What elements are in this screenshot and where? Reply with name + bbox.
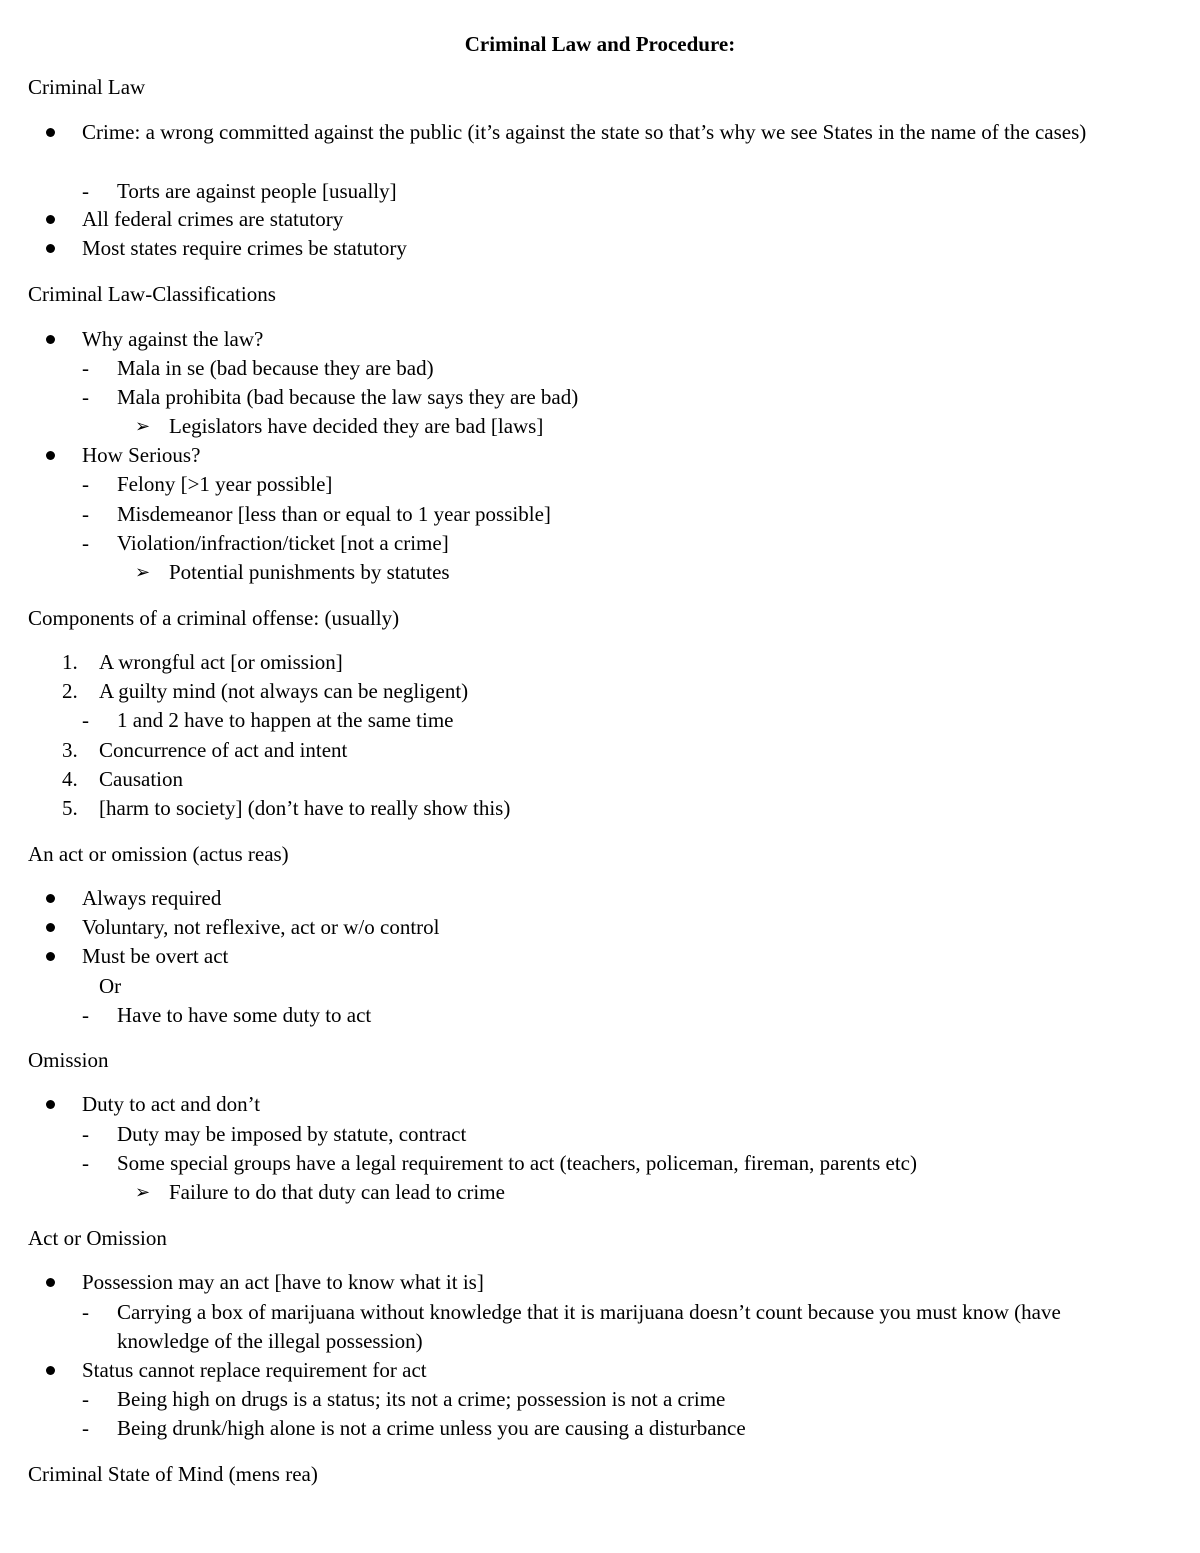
list-item: Felony [>1 year possible] [117,472,333,496]
list-item: Being drunk/high alone is not a crime unless you are causing a disturbance [117,1416,746,1440]
bullet-icon [46,952,55,961]
list-item: Causation [99,767,183,791]
list-item-text: Or [99,974,122,998]
bullet-icon [46,451,55,460]
bullet-icon [46,1366,55,1375]
list-item: Most states require crimes be statutory [82,236,407,260]
bullet-icon [46,215,55,224]
list-item: Have to have some duty to act [117,1003,372,1027]
dash-marker: - [82,708,89,732]
page-title: Criminal Law and Procedure: [464,32,736,56]
dash-marker: - [82,531,89,555]
dash-marker: - [82,1003,89,1027]
list-item: Concurrence of act and intent [99,738,348,762]
section-heading-actus-reas: An act or omission (actus reas) [28,842,289,866]
bullet-icon [46,894,55,903]
dash-marker: - [82,1151,89,1175]
section-heading-mens-rea: Criminal State of Mind (mens rea) [28,1462,318,1486]
dash-marker: - [82,472,89,496]
dash-marker: - [82,502,89,526]
list-item: Mala in se (bad because they are bad) [117,356,434,380]
bullet-icon [46,244,55,253]
dash-marker: - [82,1416,89,1440]
list-item: All federal crimes are statutory [82,207,344,231]
dash-marker: - [82,356,89,380]
list-item: Being high on drugs is a status; its not a crime; possession is not a crime [117,1387,726,1411]
list-item: Some special groups have a legal requirement to act (teachers, policeman, fireman, parents etc) [117,1151,917,1175]
list-item: Violation/infraction/ticket [not a crime] [117,531,449,555]
dash-marker: - [82,1300,89,1324]
list-item: Duty to act and don’t [82,1092,261,1116]
number-marker: 2. [62,679,78,703]
bullet-icon [46,1100,55,1109]
list-item: Carrying a box of marijuana without knowledge that it is marijuana doesn’t count because you must know (have knowledge of the illegal possession) [117,1300,1061,1353]
dash-marker: - [82,1122,89,1146]
section-heading-omission: Omission [28,1048,109,1072]
bullet-icon [46,128,55,137]
arrow-bullet-icon: ➢ [135,1182,151,1202]
list-item: Failure to do that duty can lead to crime [169,1180,505,1204]
number-marker: 4. [62,767,78,791]
number-marker: 3. [62,738,78,762]
number-marker: 5. [62,796,78,820]
list-item: Potential punishments by statutes [169,560,450,584]
list-item: Misdemeanor [less than or equal to 1 year possible] [117,502,551,526]
arrow-bullet-icon: ➢ [135,416,151,436]
list-item: 1 and 2 have to happen at the same time [117,708,454,732]
list-item: Mala prohibita (bad because the law says they are bad) [117,385,579,409]
list-item: [harm to society] (don’t have to really show this) [99,796,511,820]
list-item: Possession may an act [have to know what it is] [82,1270,484,1294]
list-item: Always required [82,886,222,910]
list-item: Duty may be imposed by statute, contract [117,1122,467,1146]
bullet-icon [46,923,55,932]
list-item: Crime: a wrong committed against the public (it’s against the state so that’s why we see States in the name of the cases) [82,120,1087,144]
bullet-icon [46,1278,55,1287]
list-item: Voluntary, not reflexive, act or w/o control [82,915,440,939]
arrow-bullet-icon: ➢ [135,562,151,582]
list-item: Torts are against people [usually] [117,179,397,203]
list-item: Must be overt act [82,944,229,968]
list-item: A guilty mind (not always can be negligent) [99,679,469,703]
list-item: A wrongful act [or omission] [99,650,343,674]
list-item: Why against the law? [82,327,264,351]
list-item: Legislators have decided they are bad [laws] [169,414,544,438]
dash-marker: - [82,179,89,203]
list-item: How Serious? [82,443,201,467]
number-marker: 1. [62,650,78,674]
bullet-icon [46,335,55,344]
section-heading-criminal-law: Criminal Law [28,75,146,99]
section-heading-components: Components of a criminal offense: (usually) [28,606,400,630]
section-heading-classifications: Criminal Law-Classifications [28,282,276,306]
list-item: Status cannot replace requirement for act [82,1358,427,1382]
dash-marker: - [82,385,89,409]
section-heading-act-or-omission: Act or Omission [28,1226,167,1250]
dash-marker: - [82,1387,89,1411]
